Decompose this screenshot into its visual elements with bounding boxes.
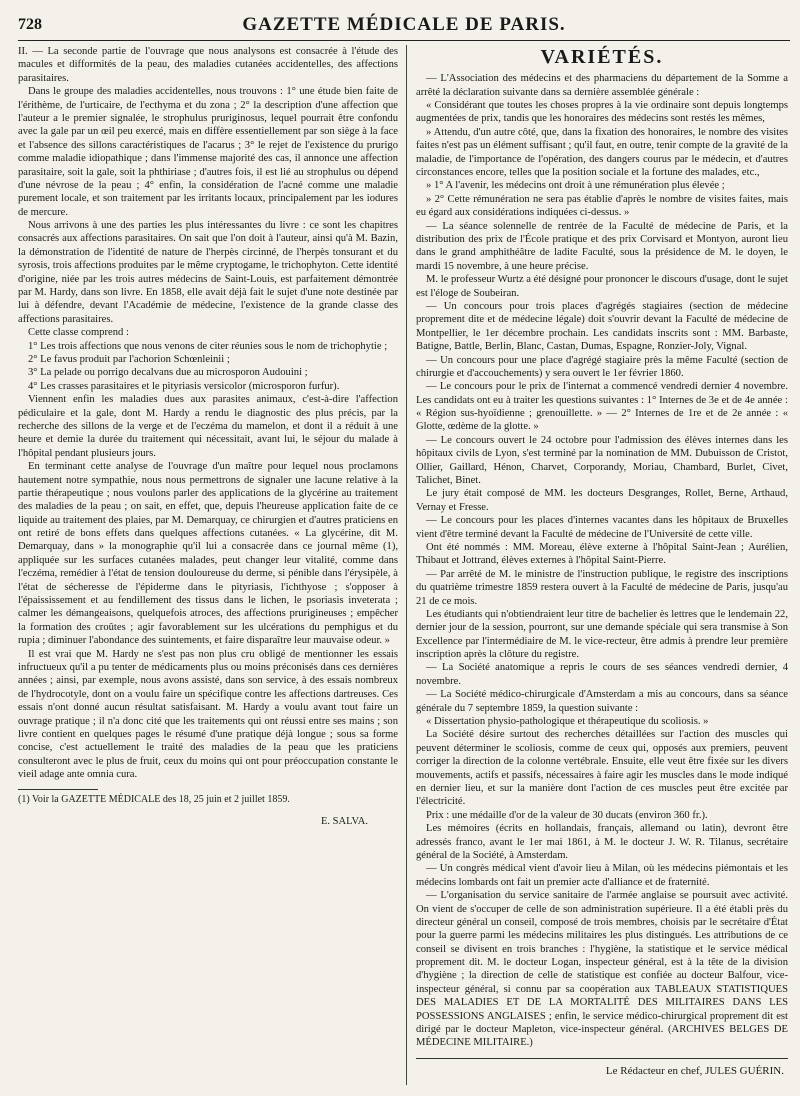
- paragraph: — Le concours pour le prix de l'internat a commencé vendredi dernier 4 novembre. Les candidats ont eu à traiter les questions suivantes : 1° Internes de 3e et de 4e année : « Région sus-hyoïdienne ; grenouillette. » — 2° Internes de 1re et de 2e année : « Glotte, œdème de la glotte. »: [416, 381, 788, 433]
- paragraph: — Par arrêté de M. le ministre de l'instruction publique, le registre des inscriptions du quatrième trimestre 1859 restera ouvert à la Faculté de médecine de Paris, jusqu'au 21 de ce mois.: [416, 568, 788, 607]
- paragraph: « Dissertation physio-pathologique et thérapeutique du scoliosis. »: [426, 716, 709, 728]
- paragraph: II. — La seconde partie de l'ouvrage que nous analysons est consacrée à l'étude des macules et difformités de la peau, des maladies cutanées accidentelles, des affections parasitaires.: [18, 46, 398, 84]
- varietes-body: [416, 72, 788, 1050]
- footnote-divider: [18, 789, 98, 790]
- paragraph: Nous arrivons à une des parties les plus intéressantes du livre : ce sont les chapitres consacrés aux affections parasitaires. On sait que l'on doit à l'auteur, ainsi qu'à M. Bazin, la démonstration de l'identité de nature de l'herpès circinné, de l'herpès tonsurant et du syrosis, trois affections produites par le même cryptogame, le trichophyton. Cette identité d'origine, niée par les trois autres médecins de Saint-Louis, est parfaitement démontrée par M. Hardy, dans son livre. En 1858, elle avait déjà fait le sujet d'une note destinée par lui à défendre, devant l'Académie de médecine, l'existence de la grande classe des affections parasitaires.: [18, 220, 398, 325]
- right-column: [407, 45, 788, 1085]
- paragraph: Les mémoires (écrits en hollandais, français, allemand ou latin), devront être adressés franco, avant le 1er mai 1861, à M. le docteur J. W. R. Tilanus, secrétaire général de la Société, à Amsterdam.: [416, 823, 788, 861]
- paragraph: Cette classe comprend :: [28, 327, 129, 339]
- paragraph: « Considérant que toutes les choses propres à la vie ordinaire sont depuis longtemps augmentées de prix, tandis que les honoraires des médecins sont restés les mêmes,: [416, 100, 788, 125]
- paragraph: » 2° Cette rémunération ne sera pas établie d'après le nombre de visites faites, mais eu égard aux considérations indiquées ci-dessus. »: [416, 193, 788, 219]
- paragraph: Il est vrai que M. Hardy ne s'est pas non plus cru obligé de mentionner les essais infructueux qu'il a pu tenter de médicaments plus ou moins préconisés dans ces dernières années ; ainsi, par exemple, nous avons assisté, dans son service, à des essais nombreux de l'hydrocotyle, dont on a voulu faire un spécifique contre les affections dartreuses. Ces essais n'ont donné aucun résultat satisfaisant. M. Hardy a voulu avant tout faire un ouvrage pratique ; il n'a donc cité que les traitements qui ont réussi entre ses mains ; son livre contient en quelques pages le résumé d'une pratique déjà longue ; sous sa forme concise, c'est actuellement le traité des maladies de la peau que les praticiens consulteront avec le plus de fruit, ceux du moins qui ont pour préoccupation constante le vieil adage ante omnia cura.: [18, 648, 398, 781]
- paragraph: — La Société anatomique a repris le cours de ses séances vendredi dernier, 4 novembre.: [416, 662, 788, 687]
- paragraph: La Société désire surtout des recherches détaillées sur l'action des muscles qui peuvent déterminer le scoliosis, comme de ceux qui, opposés aux premiers, peuvent corriger la direction de la colonne vertébrale. Ensuite, elle veut être fixée sur les divers mouvements, actifs et passifs, nécessaires à faire agir les muscles dans le mode indiqué en dernier lieu, et sur la manière dont l'action de ces muscles peut être excitée par l'électricité.: [416, 729, 788, 808]
- paragraph: — Un congrès médical vient d'avoir lieu à Milan, où les médecins piémontais et les médecins lombards ont fait un premier acte d'alliance et de fraternité.: [416, 863, 788, 888]
- paragraph: En terminant cette analyse de l'ouvrage d'un maître pour lequel nous proclamons hautement notre sympathie, nous nous permettrons de signaler une lacune relative à la partie thérapeutique ; nous voulons parler des applications de la glycérine au traitement des maladies de la peau ; on sait, en effet, que, depuis l'heureuse application faite de ce liquide au traitement des plaies, par M. Demarquay, ce chirurgien et d'autres praticiens en ont retiré de bons effets dans quelques affections cutanées. « La glycérine, dit M. Demarquay, dans » la monographie qu'il lui a consacrée dans ce journal même (1), appliquée sur les surfaces cutanées malades, peut changer leur vitalité, comme dans l'eczéma, remédier à l'état de tension douloureuse du derme, si pénible dans l'érysipèle, à l'état de sécheresse de l'épiderme dans le pityriasis, l'ichthyose ; s'opposer à l'épaississement et au fendillement des tissus dans le lichen, le psoriasis inveterata ; calmer les démangeaisons, quelquefois atroces, des affections prurigineuses ; empêcher la formation des croûtes ; agir favorablement sur les ulcérations du pemphigus et du rupia ; diminuer l'abondance des suintements, et faire disparaître leur mauvaise odeur. »: [18, 461, 398, 647]
- paragraph: — L'Association des médecins et des pharmaciens du département de la Somme a arrêté la déclaration suivante dans sa dernière assemblée générale :: [416, 73, 788, 98]
- editor-signature: Le Rédacteur en chef, JULES GUÉRIN.: [605, 1064, 784, 1077]
- paragraph: — L'organisation du service sanitaire de l'armée anglaise se poursuit avec activité. On vient de s'occuper de celle de son administration supérieure. Il a été établi près du directeur général un conseil, composé de trois membres, choisis par le secrétaire d'État pour la guerre parmi les médecins militaires les plus distingués. Les attributions de ce conseil se divisent en trois branches : l'hygiène, la statistique et le service médical proprement dit. M. le docteur Logan, inspecteur général, est à la tête de la division d'hygiène ; la direction de celle de statistique est confiée au docteur Balfour, vice-inspecteur général, si connu par sa coopération aux TABLEAUX STATISTIQUES DES MALADIES ET DE LA MORTALITÉ DES MILITAIRES DANS LES POSSESSIONS ANGLAISES ; enfin, le service médico-chirurgical proprement dit est dirigé par le docteur Mapleton, vice-inspecteur général. (ARCHIVES BELGES DE MÉDECINE MILITAIRE.): [416, 890, 788, 1049]
- list-item: 2° Le favus produit par l'achorion Schœnleinii ;: [28, 353, 230, 365]
- paragraph: — Un concours pour une place d'agrégé stagiaire près la même Faculté (section de chirurgie et d'accouchements) y sera ouvert le 1er février 1860.: [416, 354, 788, 379]
- paragraph: — La séance solennelle de rentrée de la Faculté de médecine de Paris, et la distribution des prix de l'École pratique et des prix Corvisard et Montyon, auront lieu dans le grand amphithéâtre de ladite Faculté, sous la présidence de M. le doyen, le mardi 15 novembre, à une heure précise.: [416, 220, 788, 272]
- paragraph: Le jury était composé de MM. les docteurs Desgranges, Rollet, Berne, Arthaud, Vernay et Fresse.: [416, 488, 788, 513]
- paragraph: Ont été nommés : MM. Moreau, élève externe à l'hôpital Saint-Jean ; Aurélien, Thibaut et Jottrand, élèves externes à l'hôpital Saint-Pierre.: [416, 541, 788, 567]
- columns: [18, 45, 790, 1085]
- section-title: VARIÉTÉS.: [540, 46, 664, 68]
- paragraph: » 1° A l'avenir, les médecins ont droit à une rémunération plus élevée ;: [426, 180, 725, 192]
- list-item: 3° La pelade ou porrigo decalvans due au microsporon Audouini ;: [28, 367, 308, 379]
- list-item: 1° Les trois affections que nous venons de citer réunies sous le nom de trichophytie ;: [28, 340, 388, 352]
- page-number: 728: [18, 16, 42, 33]
- journal-title: GAZETTE MÉDICALE DE PARIS.: [242, 14, 566, 35]
- divider: [416, 1058, 788, 1059]
- left-column: [18, 45, 407, 1085]
- author-signature: E. SALVA.: [321, 816, 368, 828]
- paragraph: » Attendu, d'un autre côté, que, dans la fixation des honoraires, le nombre des visites faites n'est pas un élément suffisant ; qu'il faut, en outre, tenir compte de la gravité de la maladie, de l'importance de l'opération, des dangers courus par le médecin, et d'autres circonstances encore, telles que la position sociale et la fortune des malades, etc.,: [416, 126, 788, 179]
- paragraph: M. le professeur Wurtz a été désigné pour prononcer le discours d'usage, dont le sujet est l'éloge de Soubeiran.: [416, 274, 788, 299]
- paragraph: — Un concours pour trois places d'agrégés stagiaires (section de médecine proprement dite et de médecine légale) doit s'ouvrir devant la Faculté de médecine de Montpellier, le 1er décembre prochain. Les candidats inscrits sont : MM. Barbaste, Batigne, Battle, Berlin, Blanc, Castan, Dumas, Espagne, Ronzier-Joly, Vignal.: [416, 300, 788, 353]
- paragraph: Dans le groupe des maladies accidentelles, nous trouvons : 1° une étude bien faite de l'érithème, de l'urticaire, de l'ecthyma et du zona ; 2° la description d'une affection que l'auteur a le premier signalée, le strophulus pruriginosus, lequel pourrait être confondu avec la gale par un œil peu exercé, mais en diffère essentiellement par son siège à la face et l'absence des sillons caractéristiques de l'acarus ; 3° le rejet de l'existence du prurigo comme maladie idiopathique ; dans l'immense majorité des cas, il annonce une affection parasitaire, soit la gale, soit la phthiriase ; d'autres fois, il est lié au strophulus ou dépend d'une névrose de la peau ; 4° enfin, la considération de l'acné comme une maladie purement locale, et son traitement par les irritants locaux, principalement par les iodures de mercure.: [18, 86, 398, 218]
- paragraph: — Le concours pour les places d'internes vacantes dans les hôpitaux de Bruxelles vient d'être terminé devant la Faculté de médecine de l'Université de cette ville.: [416, 515, 788, 540]
- paragraph: Les étudiants qui n'obtiendraient leur titre de bachelier ès lettres que le lendemain 22, dernier jour de la session, pourront, sur une demande spéciale qui sera transmise à Son Excellence par l'intermédiaire de M. le vice-recteur, être admis à prendre leur première inscription après la clôture du registre.: [416, 608, 788, 661]
- footnote: (1) Voir la GAZETTE MÉDICALE des 18, 25 juin et 2 juillet 1859.: [18, 794, 290, 806]
- page-header: [18, 14, 790, 41]
- paragraph: — La Société médico-chirurgicale d'Amsterdam a mis au concours, dans sa séance générale du 7 septembre 1859, la question suivante :: [416, 689, 788, 714]
- paragraph: Prix : une médaille d'or de la valeur de 30 ducats (environ 360 fr.).: [426, 809, 708, 821]
- list-item: 4° Les crasses parasitaires et le pityriasis versicolor (microsporon furfur).: [28, 380, 340, 392]
- paragraph: — Le concours ouvert le 24 octobre pour l'admission des élèves internes dans les hôpitaux civils de Lyon, s'est terminé par la nomination de MM. Dubuisson de Cristot, Ollier, Gaillard, Hénon, Charvet, Corporandy, Moriau, Chambard, Burlet, Civet, Talichet, Binet.: [416, 434, 788, 487]
- paragraph: Viennent enfin les maladies dues aux parasites animaux, c'est-à-dire l'affection pédiculaire et la gale, dont M. Hardy a rendu le diagnostic des plus précis, par la recherche des sillons de la verge et de l'eczéma du mamelon, et dont il a réduit à une heure et demie la durée du traitement qui nécessitait, avant lui, le séjour du malade à l'hôpital pendant plusieurs jours.: [18, 394, 398, 459]
